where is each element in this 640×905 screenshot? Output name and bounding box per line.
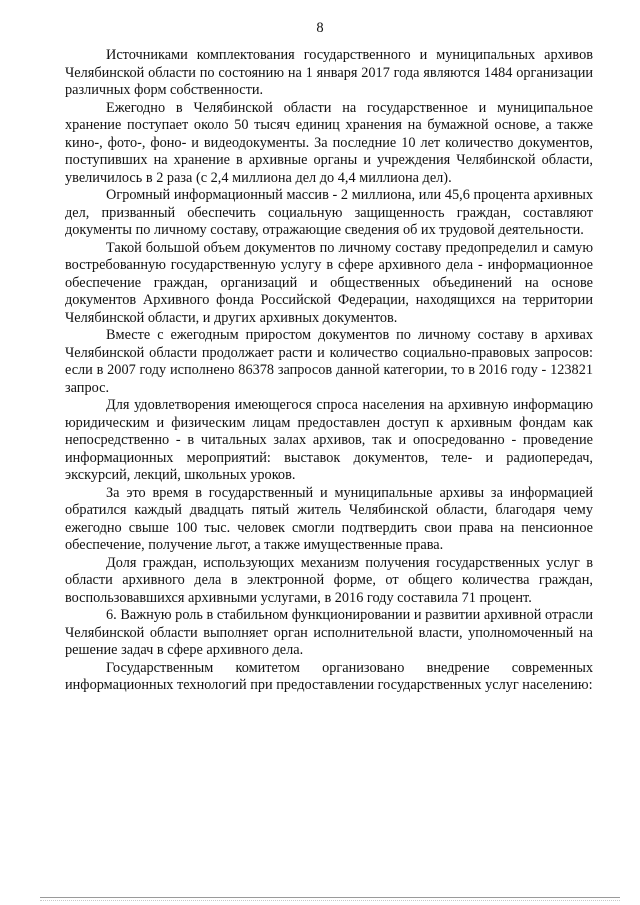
paragraph-executive-authority: 6. Важную роль в стабильном функционировании и развитии архивной отрасли Челябинской области выполняет орган исполнительной власти, уполномоченный на решение задач в сфере архивного дела. (65, 607, 593, 658)
paragraph-annual-intake: Ежегодно в Челябинской области на государственное и муниципальное хранение поступает около 50 тысяч единиц хранения на бумажной основе, а также кино-, фото-, фоно- и видеодокументы. За последние 10 лет количество документов, поступивших на хранение в архивные органы и учреждения Челябинской области, увеличилось в 2 раза (с 2,4 миллиона дел до 4,4 миллиона дел). (65, 99, 593, 186)
footer-dotted-rule (40, 900, 620, 901)
paragraph-personnel-records: Огромный информационный массив - 2 миллиона, или 45,6 процента архивных дел, призванный обеспечить социальную защищенность граждан, составляют документы по личному составу, отражающие сведения об их трудовой деятельности. (65, 187, 593, 238)
page-number: 8 (316, 20, 324, 36)
paragraph-residents-requests: За это время в государственный и муниципальные архивы за информацией обратился каждый двадцать пятый житель Челябинской области, благодаря чему ежегодно свыше 100 тыс. человек смогли подтвердить свои права на пенсионное обеспечение, получение льгот, а также имущественные права. (65, 484, 593, 553)
paragraph-social-legal-requests: Вместе с ежегодным приростом документов по личному составу в архивах Челябинской области продолжает расти и количество социально-правовых запросов: если в 2007 году исполнено 86378 запросов данной категории, то в 2016 году - 123821 запрос. (65, 327, 593, 396)
paragraph-acquisition-sources: Источниками комплектования государственного и муниципальных архивов Челябинской области по состоянию на 1 января 2017 года являются 1484 организации различных форм собственности. (65, 47, 593, 98)
paragraph-state-committee: Государственным комитетом организовано внедрение современных информационных технологий при предоставлении государственных услуг населению: (65, 659, 593, 693)
paragraph-electronic-services: Доля граждан, использующих механизм получения государственных услуг в области архивного дела в электронной форме, от общего количества граждан, воспользовавшихся архивными услугами, в 2016 году составила 71 процент. (65, 554, 593, 606)
paragraph-information-service: Такой большой объем документов по личному составу предопределил и самую востребованную государственную услугу в сфере архивного дела - информационное обеспечение граждан, организаций и общественных объединений на основе документов Архивного фонда Российской Федерации, находящихся на территории Челябинской области, и других архивных документов. (65, 239, 593, 326)
paragraph-access-to-archives: Для удовлетворения имеющегося спроса населения на архивную информацию юридическим и физическим лицам предоставлен доступ к архивным фондам как непосредственно - в читальных залах архивов, так и опосредованно - проведение информационных мероприятий: выставок документов, теле- и радиопередач, экскурсий, лекций, школьных уроков. (65, 397, 593, 483)
footer-rule (40, 897, 620, 898)
document-body (65, 47, 593, 695)
